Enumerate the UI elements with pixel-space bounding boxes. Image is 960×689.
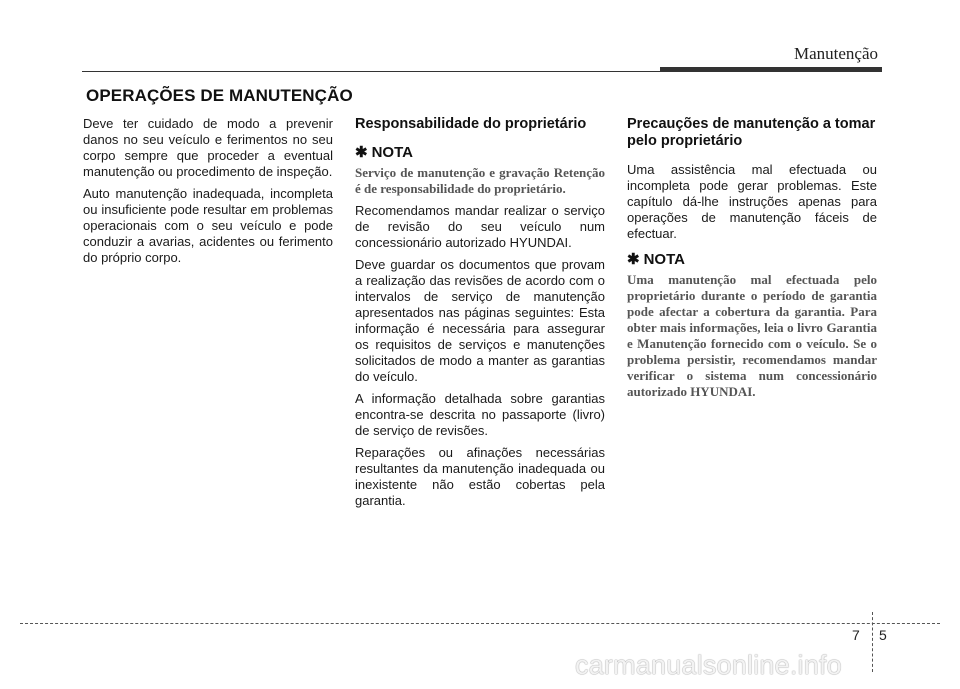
nota-text: Uma manutenção mal efectuada pelo proprietário durante o período de garantia pode afectar a cobertura da garantia. Para obter mais informações, leia o livro Garantia e Manutenção fornecido com o veículo. Se o problema persistir, recomendamos mandar verificar o sistema num concessionário autorizado HYUNDAI. bbox=[627, 272, 877, 399]
subsection-heading-owner-precautions: Precauções de manutenção a tomar pelo proprietário bbox=[627, 116, 876, 149]
asterisk-icon: ✱ bbox=[627, 251, 640, 268]
body-paragraph: Deve guardar os documentos que provam a realização das revisões de acordo com o intervalos de serviço de manutenção apresentados nas páginas seguintes: Esta informação é necessária para assegurar os requisitos de serviços e manutenções solicitados de modo a manter as garantias do veículo. bbox=[355, 257, 605, 384]
left-column bbox=[83, 116, 333, 272]
body-paragraph: Recomendamos mandar realizar o serviço de revisão do seu veículo num concessionário autorizado HYUNDAI. bbox=[355, 203, 605, 250]
body-paragraph: Uma assistência mal efectuada ou incompleta pode gerar problemas. Este capítulo dá-lhe instruções apenas para operações de manutenção fáceis de efectuar. bbox=[627, 162, 877, 241]
body-paragraph: Deve ter cuidado de modo a prevenir danos no seu veículo e ferimentos no seu corpo sempre que proceder a eventual manutenção ou procedimento de inspeção. bbox=[83, 116, 333, 179]
page-header-title: Manutenção bbox=[793, 44, 878, 63]
nota-heading bbox=[627, 252, 877, 268]
right-column bbox=[627, 116, 877, 406]
nota-title: NOTA bbox=[371, 144, 413, 161]
watermark: carmanualsonline.info bbox=[575, 650, 842, 680]
body-paragraph: A informação detalhada sobre garantias encontra-se descrita no passaporte (livro) de serviço de revisões. bbox=[355, 391, 605, 438]
nota-title: NOTA bbox=[643, 251, 685, 268]
page-number: 5 bbox=[879, 627, 887, 643]
nota-heading bbox=[355, 145, 605, 161]
nota-text: Serviço de manutenção e gravação Retenção é de responsabilidade do proprietário. bbox=[355, 165, 605, 196]
header-rule-accent bbox=[660, 67, 882, 72]
middle-column bbox=[355, 116, 605, 515]
section-title: OPERAÇÕES DE MANUTENÇÃO bbox=[86, 86, 353, 105]
footer-divider bbox=[872, 612, 873, 672]
subsection-heading-owner-responsibility: Responsabilidade do proprietário bbox=[355, 116, 587, 132]
asterisk-icon: ✱ bbox=[355, 144, 368, 161]
chapter-number: 7 bbox=[852, 627, 860, 643]
body-paragraph: Auto manutenção inadequada, incompleta ou insuficiente pode resultar em problemas operacionais com o seu veículo e pode conduzir a avarias, acidentes ou ferimento do próprio corpo. bbox=[83, 186, 333, 265]
body-paragraph: Reparações ou afinações necessárias resultantes da manutenção inadequada ou inexistente não estão cobertas pela garantia. bbox=[355, 445, 605, 508]
footer-rule bbox=[20, 623, 940, 624]
